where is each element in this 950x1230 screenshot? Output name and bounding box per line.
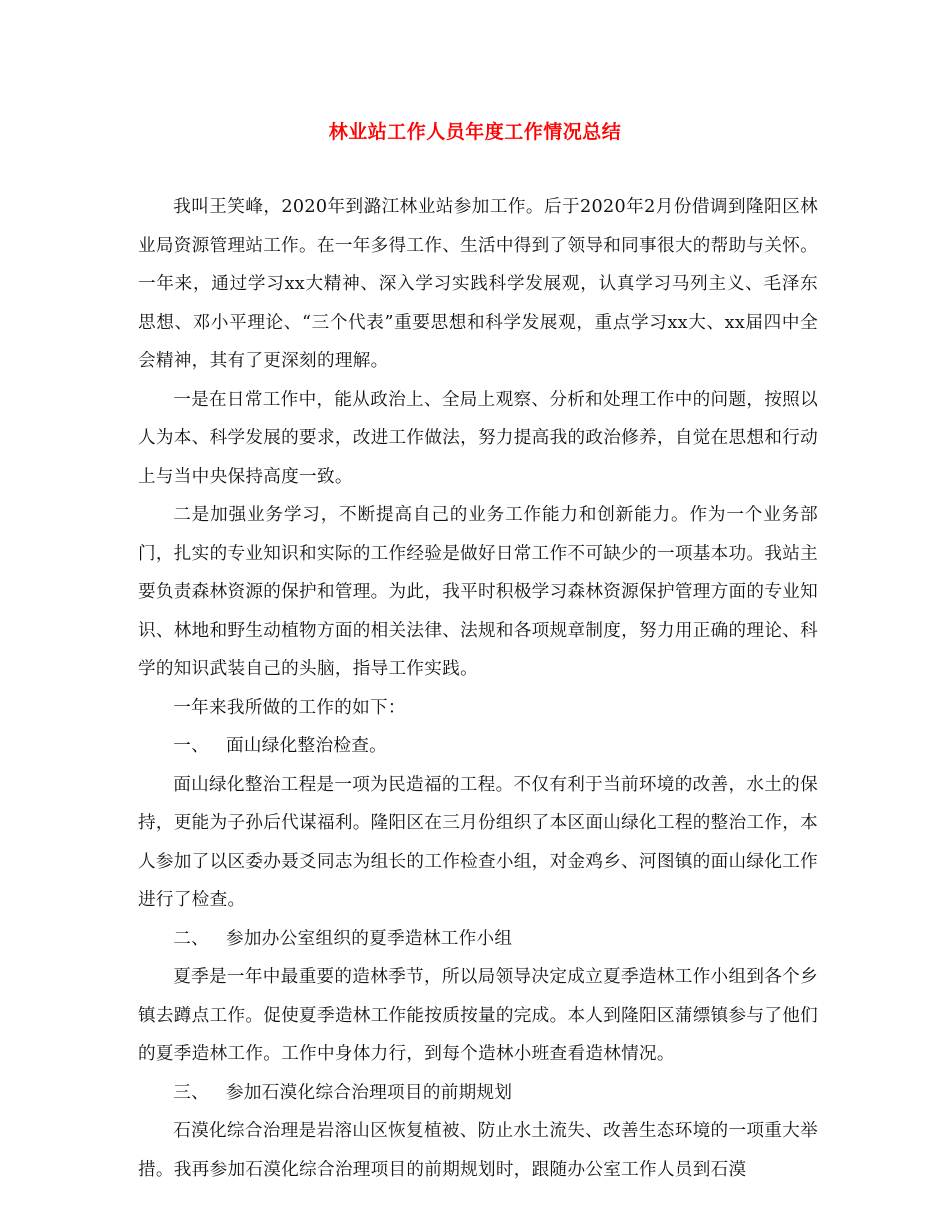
section-text-1: 面山绿化整治工程是一项为民造福的工程。不仅有利于当前环境的改善，水土的保持，更能为子孙后代谋福利。隆阳区在三月份组织了本区面山绿化工程的整治工作，本人参加了以区委办聂爻同志为组长的工作检查小组，对金鸡乡、河图镇的面山绿化工作进行了检查。: [138, 774, 818, 910]
section-number: 三、: [173, 1082, 209, 1103]
section-heading-1: [138, 727, 818, 766]
section-text-2: 夏季是一年中最重要的造林季节，所以局领导决定成立夏季造林工作小组到各个乡镇去蹲点工作。促使夏季造林工作能按质按量的完成。本人到隆阳区蒲缥镇参与了他们的夏季造林工作。工作中身体力行，到每个造林小班查看造林情况。: [138, 967, 818, 1064]
section-number: 一、: [173, 736, 209, 756]
document-title: 林业站工作人员年度工作情况总结: [328, 121, 622, 143]
section-title: 参加办公室组织的夏季造林工作小组: [225, 928, 513, 949]
section-heading-3: [138, 1074, 818, 1113]
section-heading-2: [138, 920, 818, 959]
section-number: 二、: [173, 928, 209, 949]
section-text-3: 石漠化综合治理是岩溶山区恢复植被、防止水土流失、改善生态环境的一项重大举措。我再参加石漠化综合治理项目的前期规划时，跟随办公室工作人员到石漠: [138, 1121, 818, 1180]
section-title: 面山绿化整治检查。: [225, 736, 388, 756]
paragraph-political: 一是在日常工作中，能从政治上、全局上观察、分析和处理工作中的问题，按照以人为本、科学发展的要求，改进工作做法，努力提高我的政治修养，自觉在思想和行动上与当中央保持高度一致。: [138, 389, 818, 487]
document-body: [138, 188, 818, 1189]
paragraph-work-intro: 一年来我所做的工作的如下：: [173, 697, 406, 718]
section-title: 参加石漠化综合治理项目的前期规划: [225, 1082, 513, 1103]
paragraph-intro: 我叫王笑峰，2020年到潞江林业站参加工作。后于2020年2月份借调到隆阳区林业局资源管理站工作。在一年多得工作、生活中得到了领导和同事很大的帮助与关怀。一年来，通过学习xx大精神、深入学习实践科学发展观，认真学习马列主义、毛泽东思想、邓小平理论、“三个代表”重要思想和科学发展观，重点学习xx大、xx届四中全会精神，其有了更深刻的理解。: [138, 197, 818, 371]
paragraph-professional: 二是加强业务学习，不断提高自己的业务工作能力和创新能力。作为一个业务部门，扎实的专业知识和实际的工作经验是做好日常工作不可缺少的一项基本功。我站主要负责森林资源的保护和管理。为此，我平时积极学习森林资源保护管理方面的专业知识、林地和野生动植物方面的相关法律、法规和各项规章制度，努力用正确的理论、科学的知识武装自己的头脑，指导工作实践。: [138, 505, 818, 679]
